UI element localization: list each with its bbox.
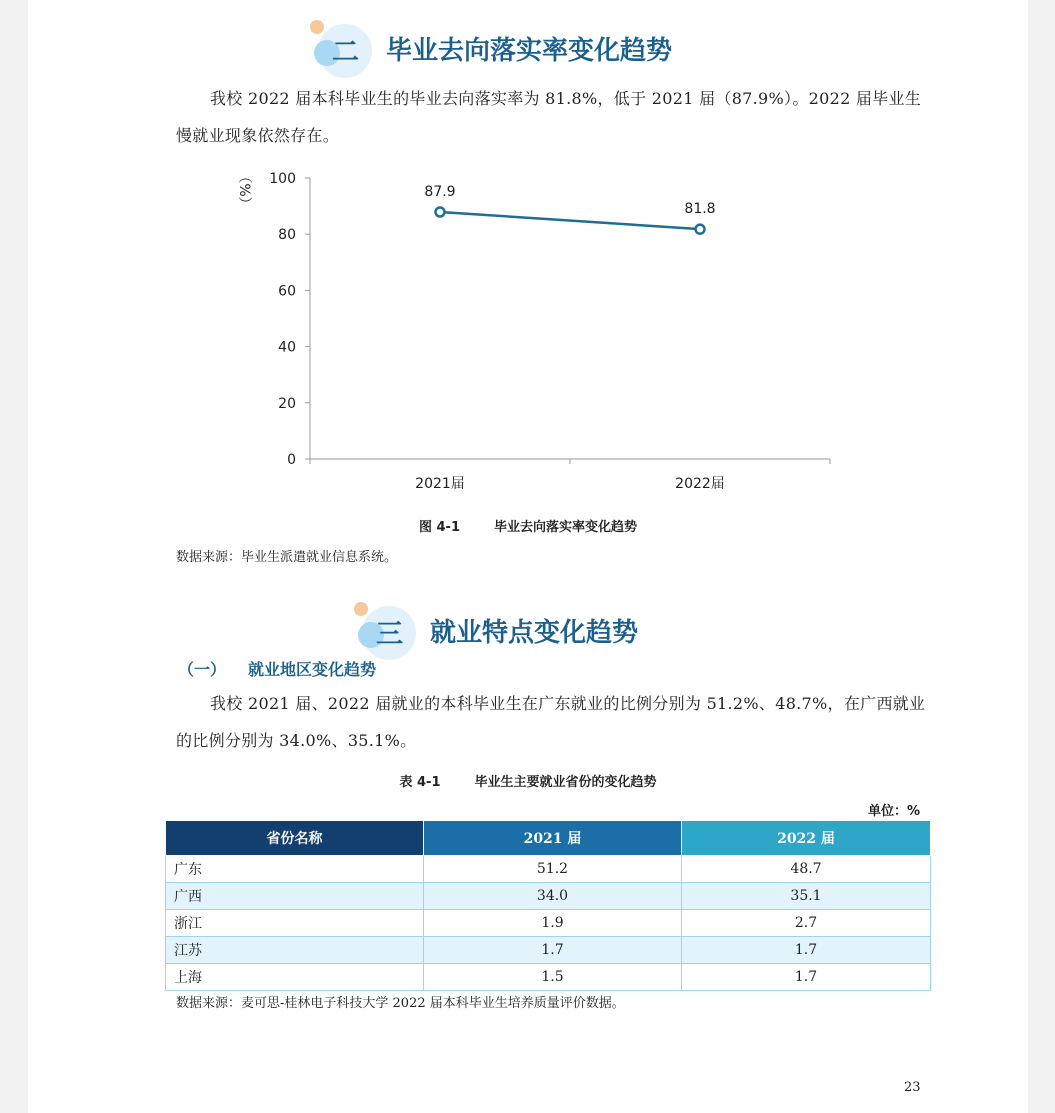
section-badge: [354, 600, 424, 660]
table-header-cell: 2022 届: [682, 821, 931, 856]
value-2021-cell: 1.5: [424, 964, 682, 991]
table-label: 表 4-1: [399, 775, 441, 790]
province-name-cell: 广东: [166, 856, 424, 883]
section-number: 三: [376, 619, 403, 650]
graduation-rate-line-chart: [28, 160, 1028, 500]
table-header-cell: 2021 届: [424, 821, 682, 856]
value-2021-cell: 51.2: [424, 856, 682, 883]
y-tick-label: 0: [287, 452, 296, 468]
subsection-heading: [178, 657, 376, 680]
section-title: 毕业去向落实率变化趋势: [386, 35, 673, 66]
table-row: [166, 964, 931, 991]
data-point: [436, 208, 445, 217]
data-point: [696, 225, 705, 234]
figure-title: 毕业去向落实率变化趋势: [494, 520, 638, 535]
value-2022-cell: 35.1: [682, 883, 931, 910]
decorative-dot-icon: [310, 20, 324, 34]
y-axis-label: （%）: [236, 169, 252, 211]
table-row: [166, 910, 931, 937]
province-name-cell: 上海: [166, 964, 424, 991]
section-heading-3: [354, 600, 638, 660]
table-unit: 单位：%: [867, 804, 920, 819]
table-header-row: [166, 821, 931, 856]
value-2022-cell: 1.7: [682, 964, 931, 991]
x-tick-label: 2022届: [675, 476, 725, 492]
value-2021-cell: 1.9: [424, 910, 682, 937]
y-tick-label: 40: [278, 339, 296, 356]
value-2022-cell: 2.7: [682, 910, 931, 937]
value-2022-cell: 48.7: [682, 856, 931, 883]
y-tick-label: 100: [269, 171, 296, 187]
province-table: [165, 820, 931, 991]
y-tick-label: 80: [278, 227, 296, 244]
paragraph-graduation-rate: 我校 2022 届本科毕业生的毕业去向落实率为 81.8%，低于 2021 届（87.9%）。2022 届毕业生慢就业现象依然存在。: [176, 89, 922, 145]
figure-label: 图 4-1: [418, 520, 460, 535]
table-row: [166, 937, 931, 964]
section-number: 二: [332, 37, 359, 68]
section-heading-2: [310, 18, 672, 78]
figure-caption: [28, 516, 1028, 535]
section-title: 就业特点变化趋势: [430, 617, 639, 648]
data-label: 81.8: [684, 201, 716, 218]
subsection-number: （一）: [178, 660, 227, 679]
table-header-cell: 省份名称: [166, 821, 424, 856]
province-name-cell: 广西: [166, 883, 424, 910]
province-name-cell: 浙江: [166, 910, 424, 937]
document-page: [28, 0, 1028, 1113]
province-name-cell: 江苏: [166, 937, 424, 964]
value-2021-cell: 34.0: [424, 883, 682, 910]
page-number: 23: [904, 1080, 921, 1095]
table-row: [166, 856, 931, 883]
decorative-dot-icon: [354, 602, 368, 616]
figure-source: 数据来源：毕业生派遣就业信息系统。: [176, 550, 398, 565]
x-tick-label: 2021届: [415, 476, 465, 492]
y-tick-label: 60: [278, 283, 296, 300]
value-2022-cell: 1.7: [682, 937, 931, 964]
table-caption: [28, 771, 1028, 790]
section-badge: [310, 18, 380, 78]
table-row: [166, 883, 931, 910]
table-title: 毕业生主要就业省份的变化趋势: [474, 775, 657, 790]
table-source: 数据来源：麦可思-桂林电子科技大学 2022 届本科毕业生培养质量评价数据。: [176, 996, 625, 1011]
subsection-title: 就业地区变化趋势: [248, 660, 377, 679]
data-label: 87.9: [424, 184, 456, 201]
series-line: [440, 212, 700, 229]
paragraph-employment-region: 我校 2021 届、2022 届就业的本科毕业生在广东就业的比例分别为 51.2%、48.7%，在广西就业的比例分别为 34.0%、35.1%。: [176, 694, 926, 750]
value-2021-cell: 1.7: [424, 937, 682, 964]
y-tick-label: 20: [278, 395, 296, 412]
